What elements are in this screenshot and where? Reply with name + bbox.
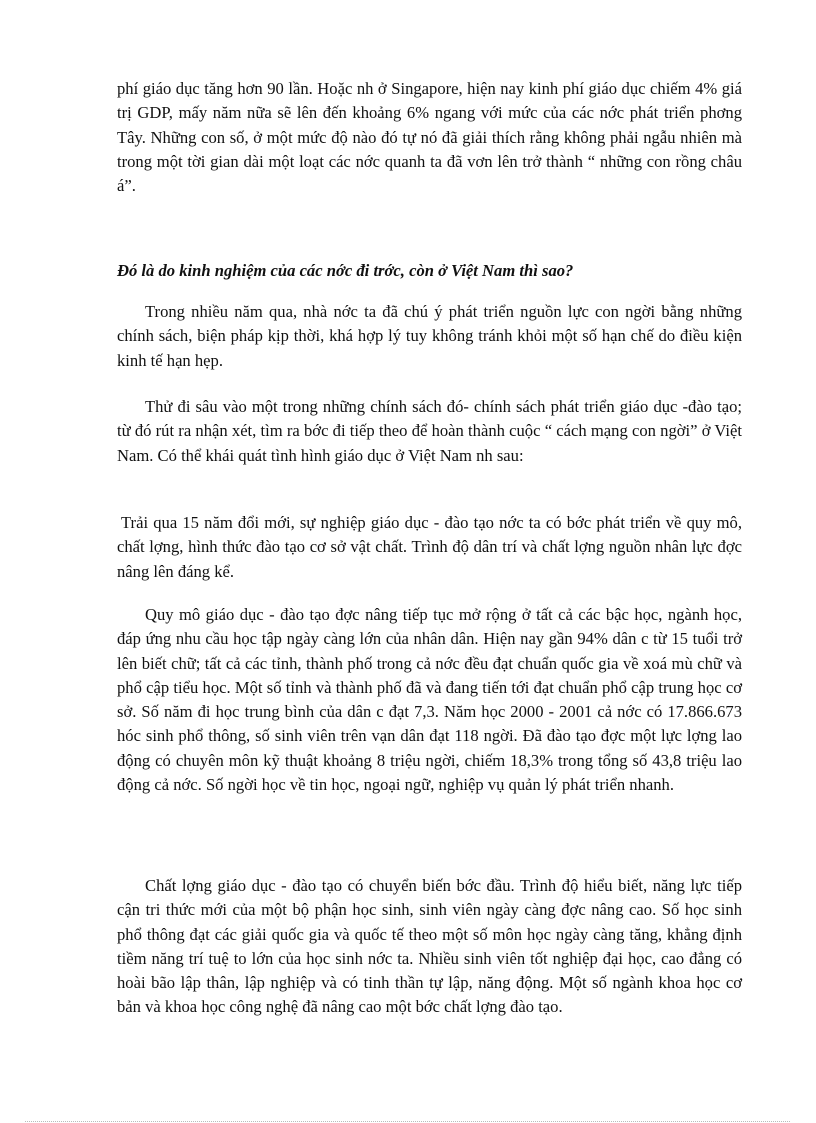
paragraph-4: Quy mô giáo dục - đào tạo đợc nâng tiếp tục mở rộng ở tất cả các bậc học, ngành học, đáp ứng nhu cầu học tập ngày càng lớn của nhân dân. Hiện nay gần 94% dân c từ 15 tuổi trở lên biết chữ; tất cả các tỉnh, thành phố trong cả nớc đều đạt chuẩn quốc gia về xoá mù chữ và phổ cập tiểu học. Một số tỉnh và thành phố đã và đang tiến tới đạt chuẩn phổ cập trung học cơ sở. Số năm đi học trung bình của dân c đạt 7,3. Năm học 2000 - 2001 cả nớc có 17.866.673 hóc sinh phổ thông, số sinh viên trên vạn dân đạt 118 ngời. Đã đào tạo đợc một lực lợng lao động có chuyên môn kỹ thuật khoảng 8 triệu ngời, chiếm 18,3% trong tổng số 43,8 triệu lao động cả nớc. Số ngời học về tin học, ngoại ngữ, nghiệp vụ quản lý phát triển nhanh. (117, 605, 742, 795)
paragraph-5: Chất lợng giáo dục - đào tạo có chuyển biến bớc đầu. Trình độ hiểu biết, năng lực tiếp cận tri thức mới của một bộ phận học sinh, sinh viên ngày càng đợc nâng cao. Số học sinh phổ thông đạt các giải quốc gia và quốc tế theo một số môn học ngày càng tăng, khẳng định tiềm năng trí tuệ to lớn của học sinh nớc ta. Nhiều sinh viên tốt nghiệp đại học, cao đẳng có hoài bão lập thân, lập nghiệp và có tinh thần tự lập, năng động. Một số ngành khoa học cơ bản và khoa học công nghệ đã nâng cao một bớc chất lợng đào tạo. (117, 876, 742, 1017)
paragraph-1: Trong nhiều năm qua, nhà nớc ta đã chú ý phát triển nguồn lực con ngời bằng những chính sách, biện pháp kịp thời, khá hợp lý tuy không tránh khỏi một số hạn chế do điều kiện kinh tế hạn hẹp. (117, 302, 742, 370)
paragraph-2: Thử đi sâu vào một trong những chính sách đó- chính sách phát triển giáo dục -đào tạo; từ đó rút ra nhận xét, tìm ra bớc đi tiếp theo để hoàn thành cuộc “ cách mạng con ngời” ở Việt Nam. Có thể khái quát tình hình giáo dục ở Việt Nam nh sau: (117, 397, 742, 465)
page-bottom-divider (25, 1121, 790, 1122)
paragraph-intro: phí giáo dục tăng hơn 90 lần. Hoặc nh ở Singapore, hiện nay kinh phí giáo dục chiếm 4% giá trị GDP, mấy năm nữa sẽ lên đến khoảng 6% ngang với mức của các nớc phát triển phơng Tây. Những con số, ở một mức độ nào đó tự nó đã giải thích rằng không phải ngẫu nhiên mà trong một tời gian dài một loạt các nớc quanh ta đã vơn lên trở thành “ những con rồng châu á”. (117, 79, 742, 196)
paragraph-3: Trải qua 15 năm đổi mới, sự nghiệp giáo dục - đào tạo nớc ta có bớc phát triển về quy mô, chất lợng, hình thức đào tạo cơ sở vật chất. Trình độ dân trí và chất lợng nguồn nhân lực đợc nâng lên đáng kể. (117, 513, 742, 581)
section-heading: Đó là do kinh nghiệm của các nớc đi trớc, còn ở Việt Nam thì sao? (117, 261, 574, 280)
